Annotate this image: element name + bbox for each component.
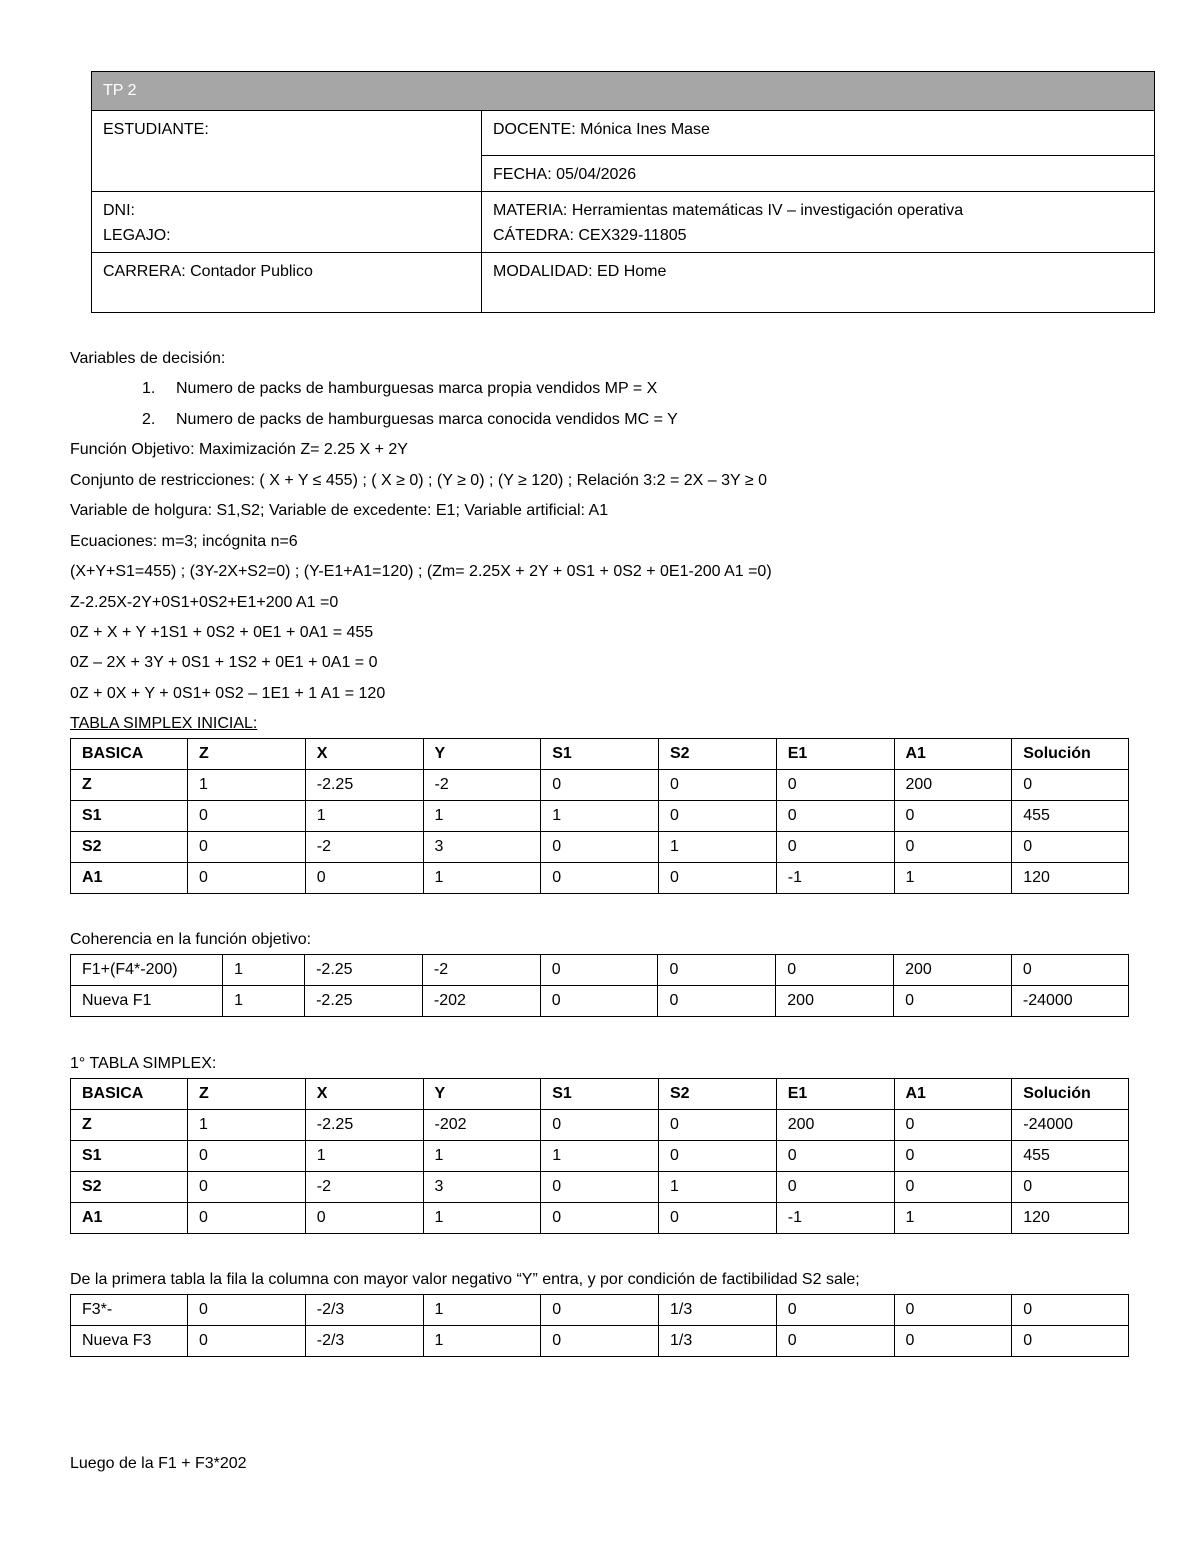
header-cell: X — [305, 739, 423, 770]
variables-auxiliares: Variable de holgura: S1,S2; Variable de excedente: E1; Variable artificial: A1 — [70, 502, 609, 519]
table-row — [71, 832, 1129, 863]
cell: -2.25 — [305, 770, 423, 801]
header-cell: A1 — [894, 1079, 1012, 1110]
cell: 0 — [541, 770, 659, 801]
tabla-simplex-1 — [70, 1078, 1129, 1234]
cell: -24000 — [1011, 986, 1128, 1017]
row-label: S1 — [71, 1141, 188, 1172]
cell: 0 — [541, 1110, 659, 1141]
cell: -2 — [422, 955, 540, 986]
cell: -1 — [776, 1203, 894, 1234]
tp-title: TP 2 — [92, 72, 1155, 111]
header-cell: BASICA — [71, 739, 188, 770]
row-label: A1 — [71, 863, 188, 894]
cell: 0 — [894, 986, 1012, 1017]
cell: 455 — [1012, 1141, 1129, 1172]
tabla-simplex-inicial — [70, 738, 1129, 894]
cell: 3 — [423, 832, 541, 863]
cell: 1 — [423, 1141, 541, 1172]
cell: 0 — [541, 863, 659, 894]
row-label: Nueva F1 — [71, 986, 223, 1017]
cell: 1 — [659, 1172, 777, 1203]
cell: 0 — [776, 955, 894, 986]
cell: 0 — [1012, 770, 1129, 801]
cell: 1 — [305, 801, 423, 832]
header-cell: S2 — [659, 739, 777, 770]
row-label: S2 — [71, 832, 188, 863]
cell: 0 — [776, 1295, 894, 1326]
legajo-label: LEGAJO: — [103, 227, 171, 244]
cell: 1 — [423, 863, 541, 894]
table-row — [71, 1172, 1129, 1203]
tabla1-title: 1° TABLA SIMPLEX: — [70, 1055, 217, 1072]
table-row — [71, 1295, 1129, 1326]
row-label: Z — [71, 770, 188, 801]
equation-line: 0Z + 0X + Y + 0S1+ 0S2 – 1E1 + 1 A1 = 120 — [70, 685, 386, 702]
cell: 0 — [658, 986, 776, 1017]
estudiante-cell: ESTUDIANTE: — [92, 111, 482, 192]
cell: -202 — [422, 986, 540, 1017]
cell: 1/3 — [659, 1326, 777, 1357]
header-cell: S1 — [541, 1079, 659, 1110]
cell: 0 — [776, 1172, 894, 1203]
header-cell: Y — [423, 739, 541, 770]
table-row — [71, 801, 1129, 832]
cell: -2 — [423, 770, 541, 801]
cell: 0 — [659, 801, 777, 832]
cell: 0 — [188, 1326, 306, 1357]
cell: -2.25 — [305, 1110, 423, 1141]
modalidad-cell: MODALIDAD: ED Home — [482, 253, 1155, 313]
cell: -2/3 — [305, 1295, 423, 1326]
cell: 1 — [894, 863, 1012, 894]
tabla-coherencia — [70, 954, 1129, 1017]
equation-line: Z-2.25X-2Y+0S1+0S2+E1+200 A1 =0 — [70, 594, 339, 611]
header-cell: Solución — [1012, 1079, 1129, 1110]
cell: -202 — [423, 1110, 541, 1141]
table-header-row — [71, 1079, 1129, 1110]
cell: 1 — [423, 801, 541, 832]
header-table — [91, 71, 1155, 313]
cell: 200 — [894, 770, 1012, 801]
table-row — [71, 986, 1129, 1017]
cell: 0 — [894, 801, 1012, 832]
cell: 0 — [894, 1110, 1012, 1141]
cell: 1 — [541, 801, 659, 832]
row-label: S1 — [71, 801, 188, 832]
cell: 0 — [1011, 955, 1128, 986]
cell: 0 — [305, 863, 423, 894]
ecuaciones-title: Ecuaciones: m=3; incógnita n=6 — [70, 533, 298, 550]
cell: -24000 — [1012, 1110, 1129, 1141]
variables-title: Variables de decisión: — [70, 350, 226, 367]
cell: -2.25 — [305, 955, 423, 986]
header-cell: BASICA — [71, 1079, 188, 1110]
cell: 0 — [659, 1110, 777, 1141]
cell: 0 — [541, 1172, 659, 1203]
cell: 0 — [894, 832, 1012, 863]
cell: 200 — [776, 1110, 894, 1141]
cell: 0 — [540, 955, 658, 986]
list-text: Numero de packs de hamburguesas marca propia vendidos MP = X — [176, 380, 658, 397]
header-cell: X — [305, 1079, 423, 1110]
cell: 0 — [188, 1203, 306, 1234]
list-number: 2. — [142, 411, 156, 428]
cell: 1/3 — [659, 1295, 777, 1326]
header-cell: Z — [188, 739, 306, 770]
cell: 0 — [894, 1141, 1012, 1172]
cell: 0 — [1012, 1172, 1129, 1203]
cell: 1 — [223, 986, 305, 1017]
header-cell: Z — [188, 1079, 306, 1110]
cell: 1 — [894, 1203, 1012, 1234]
materia-catedra-cell — [482, 192, 1155, 253]
cell: 0 — [188, 832, 306, 863]
cell: 1 — [541, 1141, 659, 1172]
carrera-cell: CARRERA: Contador Publico — [92, 253, 482, 313]
cell: 0 — [658, 955, 776, 986]
cell: 0 — [776, 770, 894, 801]
cell: 1 — [188, 770, 306, 801]
luego-text: Luego de la F1 + F3*202 — [70, 1455, 247, 1472]
docente-cell: DOCENTE: Mónica Ines Mase — [482, 111, 1155, 156]
row-label: F3*- — [71, 1295, 188, 1326]
row-label: A1 — [71, 1203, 188, 1234]
row-label: Z — [71, 1110, 188, 1141]
list-number: 1. — [142, 380, 156, 397]
header-cell: Solución — [1012, 739, 1129, 770]
cell: 200 — [894, 955, 1012, 986]
header-cell: S1 — [541, 739, 659, 770]
equation-line: 0Z – 2X + 3Y + 0S1 + 1S2 + 0E1 + 0A1 = 0 — [70, 654, 378, 671]
cell: 0 — [541, 1295, 659, 1326]
table-row — [71, 955, 1129, 986]
primera-tabla-text: De la primera tabla la fila la columna con mayor valor negativo “Y” entra, y por condición de factibilidad S2 sale; — [70, 1271, 860, 1288]
cell: 1 — [305, 1141, 423, 1172]
cell: 0 — [894, 1172, 1012, 1203]
cell: 0 — [188, 1172, 306, 1203]
list-text: Numero de packs de hamburguesas marca conocida vendidos MC = Y — [176, 411, 678, 428]
cell: -1 — [776, 863, 894, 894]
dni-legajo-cell — [92, 192, 482, 253]
cell: 200 — [776, 986, 894, 1017]
cell: 0 — [776, 832, 894, 863]
header-cell: A1 — [894, 739, 1012, 770]
table-row — [71, 1141, 1129, 1172]
cell: 0 — [659, 770, 777, 801]
equation-line: 0Z + X + Y +1S1 + 0S2 + 0E1 + 0A1 = 455 — [70, 624, 374, 641]
cell: 0 — [1012, 1326, 1129, 1357]
row-label: S2 — [71, 1172, 188, 1203]
cell: 1 — [423, 1326, 541, 1357]
cell: 0 — [894, 1295, 1012, 1326]
restricciones: Conjunto de restricciones: ( X + Y ≤ 455) ; ( X ≥ 0) ; (Y ≥ 0) ; (Y ≥ 120) ; Relación 3:2 = 2X – 3Y ≥ 0 — [70, 472, 767, 489]
table-row — [71, 1326, 1129, 1357]
cell: 0 — [776, 1141, 894, 1172]
funcion-objetivo: Función Objetivo: Maximización Z= 2.25 X + 2Y — [70, 441, 408, 458]
table-row — [71, 1110, 1129, 1141]
equation-line: (X+Y+S1=455) ; (3Y-2X+S2=0) ; (Y-E1+A1=120) ; (Zm= 2.25X + 2Y + 0S1 + 0S2 + 0E1-200 A1 =0) — [70, 563, 772, 580]
cell: 0 — [188, 863, 306, 894]
cell: -2/3 — [305, 1326, 423, 1357]
cell: -2 — [305, 1172, 423, 1203]
dni-label: DNI: — [103, 202, 135, 219]
cell: 0 — [305, 1203, 423, 1234]
tabla-pivote — [70, 1294, 1129, 1357]
cell: 455 — [1012, 801, 1129, 832]
table-row — [71, 863, 1129, 894]
cell: 0 — [541, 1203, 659, 1234]
list-item — [142, 379, 657, 399]
cell: 1 — [423, 1295, 541, 1326]
fecha-cell: FECHA: 05/04/2026 — [482, 155, 1155, 191]
cell: 1 — [423, 1203, 541, 1234]
header-cell: E1 — [776, 739, 894, 770]
cell: -2.25 — [305, 986, 423, 1017]
list-item — [142, 410, 678, 430]
coherencia-title: Coherencia en la función objetivo: — [70, 931, 312, 948]
cell: 0 — [1012, 832, 1129, 863]
header-cell: Y — [423, 1079, 541, 1110]
cell: 0 — [1012, 1295, 1129, 1326]
header-cell: E1 — [776, 1079, 894, 1110]
row-label: Nueva F3 — [71, 1326, 188, 1357]
cell: 120 — [1012, 863, 1129, 894]
catedra-label: CÁTEDRA: CEX329-11805 — [493, 227, 687, 244]
table-row — [71, 770, 1129, 801]
table-header-row — [71, 739, 1129, 770]
table-row — [71, 1203, 1129, 1234]
cell: 0 — [540, 986, 658, 1017]
cell: 0 — [188, 1295, 306, 1326]
cell: 0 — [188, 1141, 306, 1172]
cell: -2 — [305, 832, 423, 863]
cell: 0 — [659, 1203, 777, 1234]
cell: 0 — [659, 863, 777, 894]
row-label: F1+(F4*-200) — [71, 955, 223, 986]
header-cell: S2 — [659, 1079, 777, 1110]
cell: 120 — [1012, 1203, 1129, 1234]
cell: 0 — [776, 1326, 894, 1357]
cell: 0 — [541, 832, 659, 863]
cell: 0 — [541, 1326, 659, 1357]
cell: 3 — [423, 1172, 541, 1203]
cell: 0 — [188, 801, 306, 832]
cell: 0 — [776, 801, 894, 832]
cell: 1 — [188, 1110, 306, 1141]
cell: 0 — [659, 1141, 777, 1172]
cell: 1 — [223, 955, 305, 986]
materia-label: MATERIA: Herramientas matemáticas IV – investigación operativa — [493, 202, 964, 219]
cell: 1 — [659, 832, 777, 863]
tabla-inicial-title: TABLA SIMPLEX INICIAL: — [70, 715, 258, 732]
cell: 0 — [894, 1326, 1012, 1357]
